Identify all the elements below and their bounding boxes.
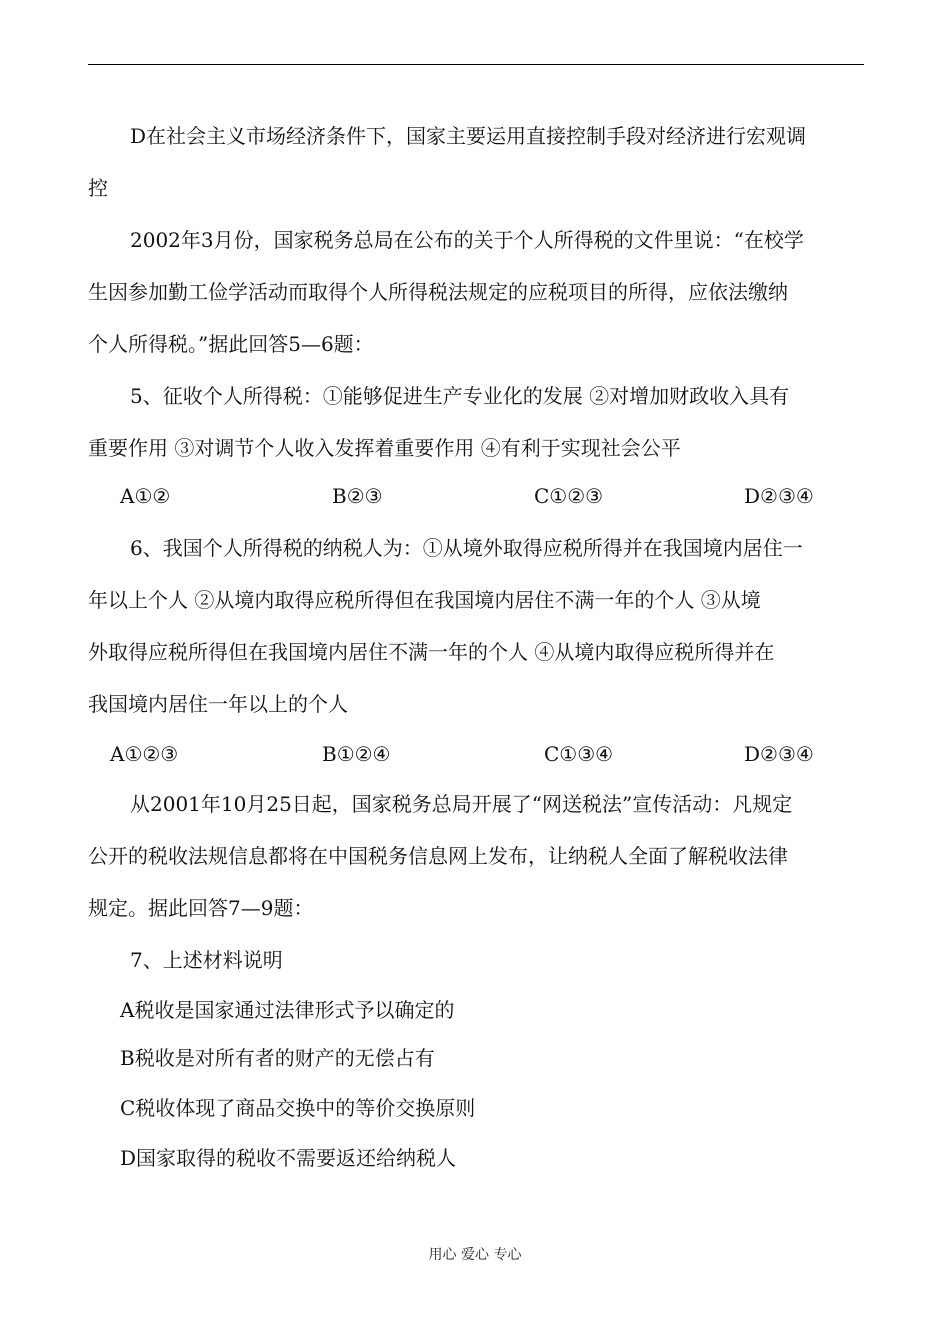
material-2-line-2: 公开的税收法规信息都将在中国税务信息网上发布，让纳税人全面了解税收法律: [88, 844, 788, 868]
q7-option-c: C税收体现了商品交换中的等价交换原则: [120, 1096, 476, 1120]
material-1-line-1: 2002年3月份，国家税务总局在公布的关于个人所得税的文件里说：“在校学: [130, 228, 804, 252]
q6-option-b: B①②④: [322, 742, 391, 766]
question-7-stem: 7、上述材料说明: [130, 948, 283, 972]
q5-option-a: A①②: [120, 484, 171, 508]
q5-option-c: C①②③: [534, 484, 604, 508]
q6-option-a: A①②③: [110, 742, 179, 766]
material-1-line-3: 个人所得税。”据此回答5—6题：: [88, 332, 374, 356]
question-6-options: [88, 740, 864, 768]
option-d-line-cont: 控: [88, 176, 108, 200]
question-6-line-4: 我国境内居住一年以上的个人: [88, 692, 348, 716]
page-footer: 用心 爱心 专心: [428, 1247, 522, 1263]
q7-option-a: A税收是国家通过法律形式予以确定的: [120, 998, 455, 1022]
q7-option-b: B税收是对所有者的财产的无偿占有: [120, 1046, 435, 1070]
q6-option-d: D②③④: [744, 742, 814, 766]
question-5-line-1: 5、征收个人所得税：①能够促进生产专业化的发展 ②对增加财政收入具有: [130, 384, 790, 408]
option-d-line: D在社会主义市场经济条件下，国家主要运用直接控制手段对经济进行宏观调: [130, 124, 807, 148]
q7-option-d: D国家取得的税收不需要返还给纳税人: [120, 1146, 457, 1170]
question-5-options: [88, 482, 864, 510]
question-5-line-2: 重要作用 ③对调节个人收入发挥着重要作用 ④有利于实现社会公平: [88, 436, 681, 460]
question-6-line-3: 外取得应税所得但在我国境内居住不满一年的个人 ④从境内取得应税所得并在: [88, 640, 775, 664]
q5-option-d: D②③④: [744, 484, 814, 508]
question-6-line-1: 6、我国个人所得税的纳税人为：①从境外取得应税所得并在我国境内居住一: [130, 536, 803, 560]
material-2-line-3: 规定。据此回答7—9题：: [88, 896, 314, 920]
material-2-line-1: 从2001年10月25日起，国家税务总局开展了“网送税法”宣传活动：凡规定: [130, 792, 793, 816]
header-rule: [88, 64, 864, 65]
question-6-line-2: 年以上个人 ②从境内取得应税所得但在我国境内居住不满一年的个人 ③从境: [88, 588, 761, 612]
q6-option-c: C①③④: [544, 742, 614, 766]
q5-option-b: B②③: [332, 484, 383, 508]
material-1-line-2: 生因参加勤工俭学活动而取得个人所得税法规定的应税项目的所得，应依法缴纳: [88, 280, 788, 304]
